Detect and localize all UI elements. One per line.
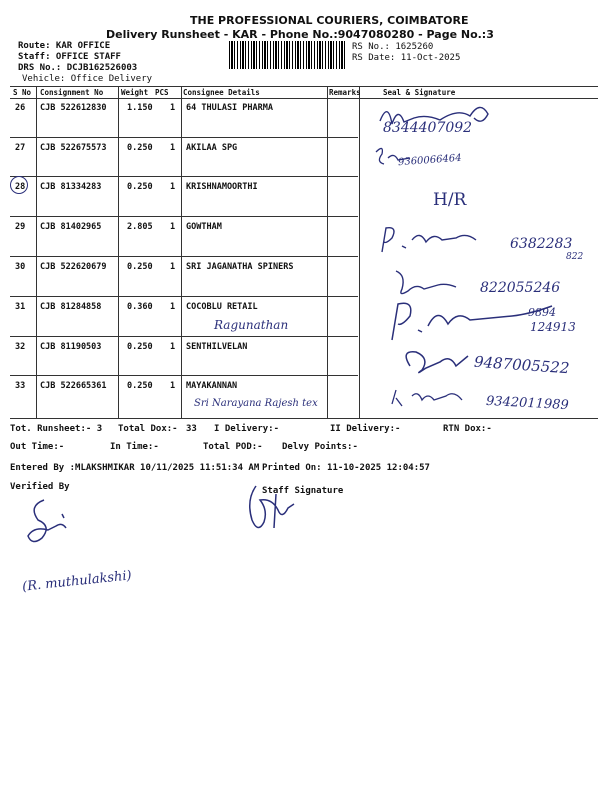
col-header-seal-signature: Seal & Signature	[383, 88, 456, 97]
row-consignee: COCOBLU RETAIL	[186, 302, 258, 312]
verified-by-label: Verified By	[10, 482, 70, 492]
row-weight: 0.250	[127, 381, 153, 391]
row-pcs: 1	[170, 342, 176, 352]
rtn-dox: RTN Dox:-	[443, 424, 492, 434]
barcode	[229, 41, 347, 69]
row-consignee: AKILAA SPG	[186, 143, 238, 153]
row-sno: 28	[15, 182, 26, 192]
row-pcs: 1	[170, 143, 176, 153]
handwritten-phone: 9487005522	[473, 352, 570, 378]
row-consignee: KRISHNAMOORTHI	[186, 182, 258, 192]
staff-signature	[238, 480, 308, 540]
col-header-remarks: Remarks	[329, 88, 361, 97]
row-consignment-no: CJB 522675573	[40, 143, 107, 153]
row-sno: 33	[15, 381, 26, 391]
row-pcs: 1	[170, 182, 176, 192]
row-weight: 0.250	[127, 182, 153, 192]
row-pcs: 1	[170, 103, 176, 113]
row-divider	[10, 336, 358, 337]
total-dox-label: Total Dox:-	[118, 424, 178, 434]
total-pod: Total POD:-	[203, 442, 263, 452]
row-divider	[10, 296, 358, 297]
handwritten-note: 822	[566, 252, 584, 262]
handwritten-phone: 822055246	[480, 280, 561, 296]
vehicle: Vehicle: Office Delivery	[22, 74, 153, 84]
row-consignment-no: CJB 81334283	[40, 182, 102, 192]
drs-number: DRS No.: DCJB162526003	[18, 63, 138, 73]
row-consignee: MAYAKANNAN	[186, 381, 238, 391]
row-consignee: SRI JAGANATHA SPINERS	[186, 262, 294, 272]
handwritten-phone: 9360066464	[397, 152, 462, 169]
row-pcs: 1	[170, 302, 176, 312]
entered-by: Entered By :MLAKSHMIKAR 10/11/2025 11:51:34 AM	[10, 463, 260, 473]
verifier-name: (R. muthulakshi)	[21, 568, 133, 595]
row-sno: 30	[15, 262, 26, 272]
handwritten-phone: 9342011989	[485, 393, 570, 414]
total-dox-value: 33	[186, 424, 197, 434]
handwritten-name: Ragunathan	[214, 318, 289, 332]
row-divider	[10, 256, 358, 257]
row-divider	[10, 216, 358, 217]
handwritten-remark: H/R	[433, 190, 467, 210]
out-time: Out Time:-	[10, 442, 65, 452]
col-divider	[118, 86, 119, 418]
row-consignee: SENTHILVELAN	[186, 342, 248, 352]
col-header-weight: Weight	[121, 88, 149, 97]
col-divider	[359, 86, 360, 418]
table-bottom-rule	[10, 418, 598, 419]
row-consignment-no: CJB 522612830	[40, 103, 107, 113]
col-divider	[327, 86, 328, 418]
row-pcs: 1	[170, 262, 176, 272]
signature-scribble	[396, 344, 476, 378]
row-sno: 31	[15, 302, 26, 312]
staff-signature-label: Staff Signature	[262, 486, 344, 496]
col-header-consignee: Consignee Details	[183, 88, 260, 97]
row-divider	[10, 176, 358, 177]
row-weight: 0.250	[127, 342, 153, 352]
handwritten-phone: 6382283	[510, 236, 573, 252]
company-name: THE PROFESSIONAL COURIERS, COIMBATORE	[190, 14, 469, 27]
handwritten-phone: 9894	[528, 306, 556, 319]
row-consignment-no: CJB 522620679	[40, 262, 107, 272]
row-sno: 29	[15, 222, 26, 232]
row-consignee: GOWTHAM	[186, 222, 222, 232]
row-weight: 2.805	[127, 222, 153, 232]
in-time: In Time:-	[110, 442, 159, 452]
row-sno: 27	[15, 143, 26, 153]
row-divider	[10, 375, 358, 376]
staff: Staff: OFFICE STAFF	[18, 52, 121, 62]
ii-delivery: II Delivery:-	[330, 424, 401, 434]
rs-date: RS Date: 11-Oct-2025	[352, 53, 461, 63]
signature-scribble	[388, 384, 478, 412]
handwritten-phone: 8344407092	[383, 120, 473, 136]
row-sno: 32	[15, 342, 26, 352]
row-weight: 0.250	[127, 143, 153, 153]
verifier-signature	[22, 496, 82, 554]
row-divider	[10, 137, 358, 138]
handwritten-phone: 124913	[530, 320, 576, 334]
row-consignment-no: CJB 81284858	[40, 302, 102, 312]
route: Route: KAR OFFICE	[18, 41, 111, 51]
row-sno: 26	[15, 103, 26, 113]
col-header-pcs: PCS	[155, 88, 169, 97]
printed-on: Printed On: 11-10-2025 12:04:57	[262, 463, 430, 473]
row-consignment-no: CJB 81190503	[40, 342, 102, 352]
row-pcs: 1	[170, 222, 176, 232]
row-consignment-no: CJB 522665361	[40, 381, 107, 391]
row-pcs: 1	[170, 381, 176, 391]
row-weight: 0.360	[127, 302, 153, 312]
handwritten-consignee-note: Sri Narayana Rajesh tex	[194, 398, 318, 409]
i-delivery: I Delivery:-	[214, 424, 280, 434]
signature-scribble	[376, 222, 496, 256]
row-consignment-no: CJB 81402965	[40, 222, 102, 232]
col-divider	[181, 86, 182, 418]
delvy-points: Delvy Points:-	[282, 442, 358, 452]
table-top-rule	[10, 86, 598, 87]
col-divider	[36, 86, 37, 418]
col-header-consignment: Consignment No	[40, 88, 104, 97]
runsheet-title: Delivery Runsheet - KAR - Phone No.:9047080280 - Page No.:3	[106, 28, 494, 41]
col-header-sno: S No	[13, 88, 32, 97]
row-weight: 1.150	[127, 103, 153, 113]
rs-number: RS No.: 1625260	[352, 42, 434, 52]
row-weight: 0.250	[127, 262, 153, 272]
total-runsheet: Tot. Runsheet:- 3	[10, 424, 103, 434]
row-consignee: 64 THULASI PHARMA	[186, 103, 273, 113]
